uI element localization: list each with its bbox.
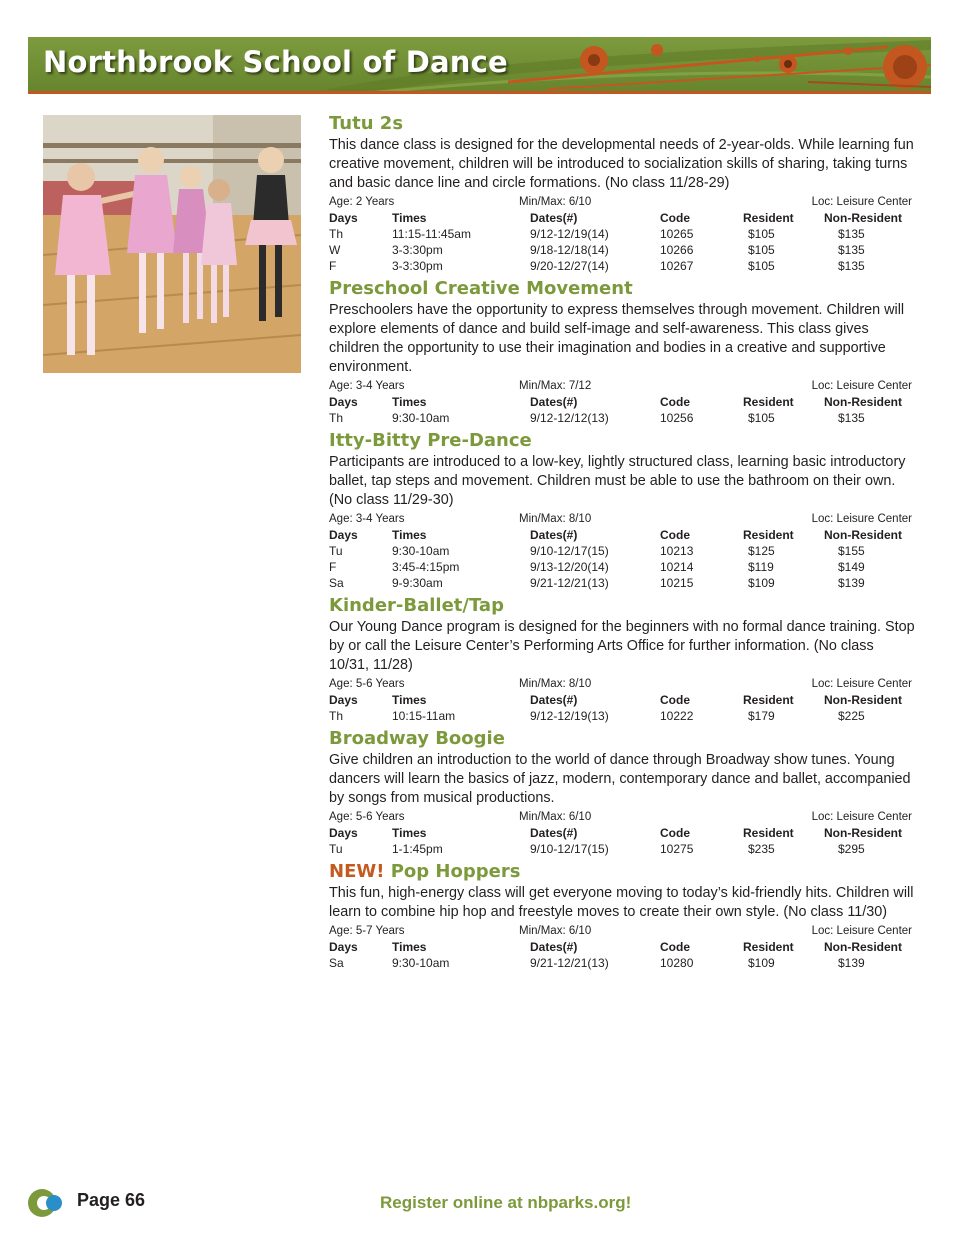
cell-non-resident: $135 (838, 227, 865, 241)
class-title-text: Kinder-Ballet/Tap (329, 595, 504, 616)
register-online-link[interactable]: Register online at nbparks.org! (380, 1193, 632, 1212)
class-title-text: Tutu 2s (329, 113, 404, 134)
cell-time: 9-9:30am (392, 576, 443, 590)
cell-non-resident: $135 (838, 243, 865, 257)
cell-dates: 9/10-12/17(15) (530, 842, 609, 856)
class-section-preschool-creative-movement (329, 277, 915, 426)
page-number: Page 66 (77, 1190, 146, 1210)
col-non-resident: Non-Resident (824, 395, 902, 409)
col-days: Days (329, 693, 358, 707)
col-code: Code (660, 826, 690, 840)
cell-resident: $235 (748, 842, 775, 856)
class-title (329, 112, 915, 136)
cell-time: 9:30-10am (392, 411, 450, 425)
page-banner (28, 37, 931, 94)
table-header (329, 394, 915, 410)
cell-code: 10266 (660, 243, 694, 257)
cell-code: 10275 (660, 842, 694, 856)
col-times: Times (392, 826, 427, 840)
col-code: Code (660, 693, 690, 707)
class-description: Our Young Dance program is designed for the beginners with no formal dance training. Stop by or call the Leisure Center’s Performing Arts Office for further information. (No class 10/31, 11/28) (329, 619, 915, 673)
class-meta (329, 676, 915, 692)
min-max: Min/Max: 6/10 (519, 196, 592, 208)
location: Loc: Leisure Center (811, 380, 912, 392)
age-range: Age: 5-7 Years (329, 925, 405, 937)
class-meta (329, 923, 915, 939)
table-header (329, 527, 915, 543)
location: Loc: Leisure Center (811, 196, 912, 208)
class-meta (329, 194, 915, 210)
table-row (329, 841, 915, 857)
cell-resident: $125 (748, 544, 775, 558)
col-times: Times (392, 395, 427, 409)
page-title: Northbrook School of Dance (43, 45, 508, 79)
class-title (329, 277, 915, 301)
table-row (329, 242, 915, 258)
cell-dates: 9/13-12/20(14) (530, 560, 609, 574)
class-title-text: Broadway Boogie (329, 728, 505, 749)
class-description: Participants are introduced to a low-key, lightly structured class, learning basic introductory ballet, tap steps and movement. Children must be able to use the bathroom on their own. (No class 11/29-30) (329, 454, 906, 508)
col-times: Times (392, 211, 427, 225)
col-dates: Dates(#) (530, 395, 578, 409)
col-times: Times (392, 528, 427, 542)
age-range: Age: 5-6 Years (329, 678, 405, 690)
col-code: Code (660, 395, 690, 409)
class-meta (329, 378, 915, 394)
cell-resident: $105 (748, 243, 775, 257)
col-resident: Resident (743, 693, 794, 707)
park-district-logo-icon (27, 1186, 67, 1220)
col-times: Times (392, 940, 427, 954)
col-dates: Dates(#) (530, 528, 578, 542)
dancers-illustration (43, 115, 301, 373)
dancers-photo (43, 115, 301, 373)
col-resident: Resident (743, 940, 794, 954)
cell-non-resident: $155 (838, 544, 865, 558)
col-dates: Dates(#) (530, 826, 578, 840)
class-section-tutu-2s (329, 112, 915, 274)
class-title (329, 429, 915, 453)
cell-code: 10265 (660, 227, 694, 241)
table-row (329, 543, 915, 559)
col-non-resident: Non-Resident (824, 693, 902, 707)
col-resident: Resident (743, 826, 794, 840)
table-row (329, 955, 915, 971)
col-code: Code (660, 211, 690, 225)
class-section-broadway-boogie (329, 727, 915, 857)
cell-time: 9:30-10am (392, 956, 450, 970)
class-description: This dance class is designed for the developmental needs of 2-year-olds. While learning fun creative movement, children will be introduced to socialization skills of sharing, taking turns and basic dance line and circle formations. (No class 11/28-29) (329, 137, 914, 191)
class-section-pop-hoppers (329, 860, 915, 971)
cell-time: 3-3:30pm (392, 259, 443, 273)
cell-non-resident: $139 (838, 956, 865, 970)
cell-dates: 9/20-12/27(14) (530, 259, 609, 273)
cell-dates: 9/10-12/17(15) (530, 544, 609, 558)
class-meta (329, 809, 915, 825)
cell-day: Tu (329, 544, 343, 558)
col-resident: Resident (743, 211, 794, 225)
col-non-resident: Non-Resident (824, 940, 902, 954)
table-row (329, 410, 915, 426)
cell-code: 10213 (660, 544, 694, 558)
cell-day: F (329, 560, 337, 574)
cell-dates: 9/21-12/21(13) (530, 576, 609, 590)
col-days: Days (329, 826, 358, 840)
class-section-kinder-ballet-tap (329, 594, 915, 724)
age-range: Age: 2 Years (329, 196, 395, 208)
age-range: Age: 5-6 Years (329, 811, 405, 823)
col-times: Times (392, 693, 427, 707)
cell-time: 3:45-4:15pm (392, 560, 460, 574)
cell-dates: 9/12-12/19(14) (530, 227, 609, 241)
cell-dates: 9/12-12/12(13) (530, 411, 609, 425)
cell-code: 10256 (660, 411, 694, 425)
class-description: This fun, high-energy class will get everyone moving to today’s kid-friendly hits. Children will learn to combine hip hop and freestyle moves to create their own style. (No class 11/30) (329, 885, 914, 920)
location: Loc: Leisure Center (811, 925, 912, 937)
cell-code: 10215 (660, 576, 694, 590)
cell-day: F (329, 259, 337, 273)
table-row (329, 258, 915, 274)
col-days: Days (329, 211, 358, 225)
table-header (329, 825, 915, 841)
location: Loc: Leisure Center (811, 811, 912, 823)
class-description: Preschoolers have the opportunity to express themselves through movement. Children will explore elements of dance and build self-image and self-awareness. This class gives children the opportunity to use their imagination and bodies in a creative and supportive environment. (329, 302, 905, 375)
cell-non-resident: $149 (838, 560, 865, 574)
cell-time: 11:15-11:45am (392, 227, 471, 241)
cell-non-resident: $139 (838, 576, 865, 590)
location: Loc: Leisure Center (811, 678, 912, 690)
col-dates: Dates(#) (530, 211, 578, 225)
table-header (329, 210, 915, 226)
min-max: Min/Max: 8/10 (519, 513, 592, 525)
cell-day: Th (329, 411, 344, 425)
cell-resident: $109 (748, 956, 775, 970)
min-max: Min/Max: 8/10 (519, 678, 592, 690)
class-title (329, 727, 915, 751)
col-non-resident: Non-Resident (824, 826, 902, 840)
cell-time: 1-1:45pm (392, 842, 443, 856)
table-row (329, 226, 915, 242)
cell-resident: $179 (748, 709, 775, 723)
col-resident: Resident (743, 528, 794, 542)
col-days: Days (329, 940, 358, 954)
cell-non-resident: $135 (838, 411, 865, 425)
cell-code: 10222 (660, 709, 694, 723)
table-header (329, 939, 915, 955)
table-row (329, 708, 915, 724)
cell-non-resident: $225 (838, 709, 865, 723)
cell-resident: $105 (748, 411, 775, 425)
cell-dates: 9/12-12/19(13) (530, 709, 609, 723)
cell-non-resident: $135 (838, 259, 865, 273)
class-meta (329, 511, 915, 527)
age-range: Age: 3-4 Years (329, 380, 405, 392)
class-title (329, 594, 915, 618)
min-max: Min/Max: 7/12 (519, 380, 592, 392)
min-max: Min/Max: 6/10 (519, 925, 592, 937)
class-title-text: Preschool Creative Movement (329, 278, 633, 299)
table-header (329, 692, 915, 708)
col-days: Days (329, 395, 358, 409)
cell-day: Tu (329, 842, 343, 856)
cell-code: 10267 (660, 259, 694, 273)
cell-resident: $109 (748, 576, 775, 590)
class-title-text: Pop Hoppers (390, 861, 521, 882)
location: Loc: Leisure Center (811, 513, 912, 525)
col-days: Days (329, 528, 358, 542)
cell-day: Sa (329, 576, 344, 590)
table-row (329, 559, 915, 575)
class-listings (329, 112, 915, 974)
col-code: Code (660, 528, 690, 542)
cell-code: 10214 (660, 560, 694, 574)
col-resident: Resident (743, 395, 794, 409)
col-dates: Dates(#) (530, 940, 578, 954)
cell-day: Th (329, 709, 344, 723)
col-non-resident: Non-Resident (824, 211, 902, 225)
col-code: Code (660, 940, 690, 954)
class-section-itty-bitty-pre-dance (329, 429, 915, 591)
cell-code: 10280 (660, 956, 694, 970)
cell-resident: $105 (748, 227, 775, 241)
class-description: Give children an introduction to the world of dance through Broadway show tunes. Young dancers will learn the basics of jazz, modern, contemporary dance and ballet, accompanied by songs from musical productions. (329, 752, 911, 806)
col-dates: Dates(#) (530, 693, 578, 707)
banner-underline (28, 91, 931, 94)
col-non-resident: Non-Resident (824, 528, 902, 542)
class-title (329, 860, 915, 884)
age-range: Age: 3-4 Years (329, 513, 405, 525)
cell-day: W (329, 243, 341, 257)
cell-non-resident: $295 (838, 842, 865, 856)
cell-day: Sa (329, 956, 344, 970)
cell-dates: 9/18-12/18(14) (530, 243, 609, 257)
cell-time: 9:30-10am (392, 544, 450, 558)
min-max: Min/Max: 6/10 (519, 811, 592, 823)
new-tag: NEW! (329, 861, 385, 882)
cell-time: 10:15-11am (392, 709, 456, 723)
cell-dates: 9/21-12/21(13) (530, 956, 609, 970)
cell-resident: $119 (748, 560, 774, 574)
cell-resident: $105 (748, 259, 775, 273)
cell-day: Th (329, 227, 344, 241)
cell-time: 3-3:30pm (392, 243, 443, 257)
class-title-text: Itty-Bitty Pre-Dance (329, 430, 532, 451)
table-row (329, 575, 915, 591)
